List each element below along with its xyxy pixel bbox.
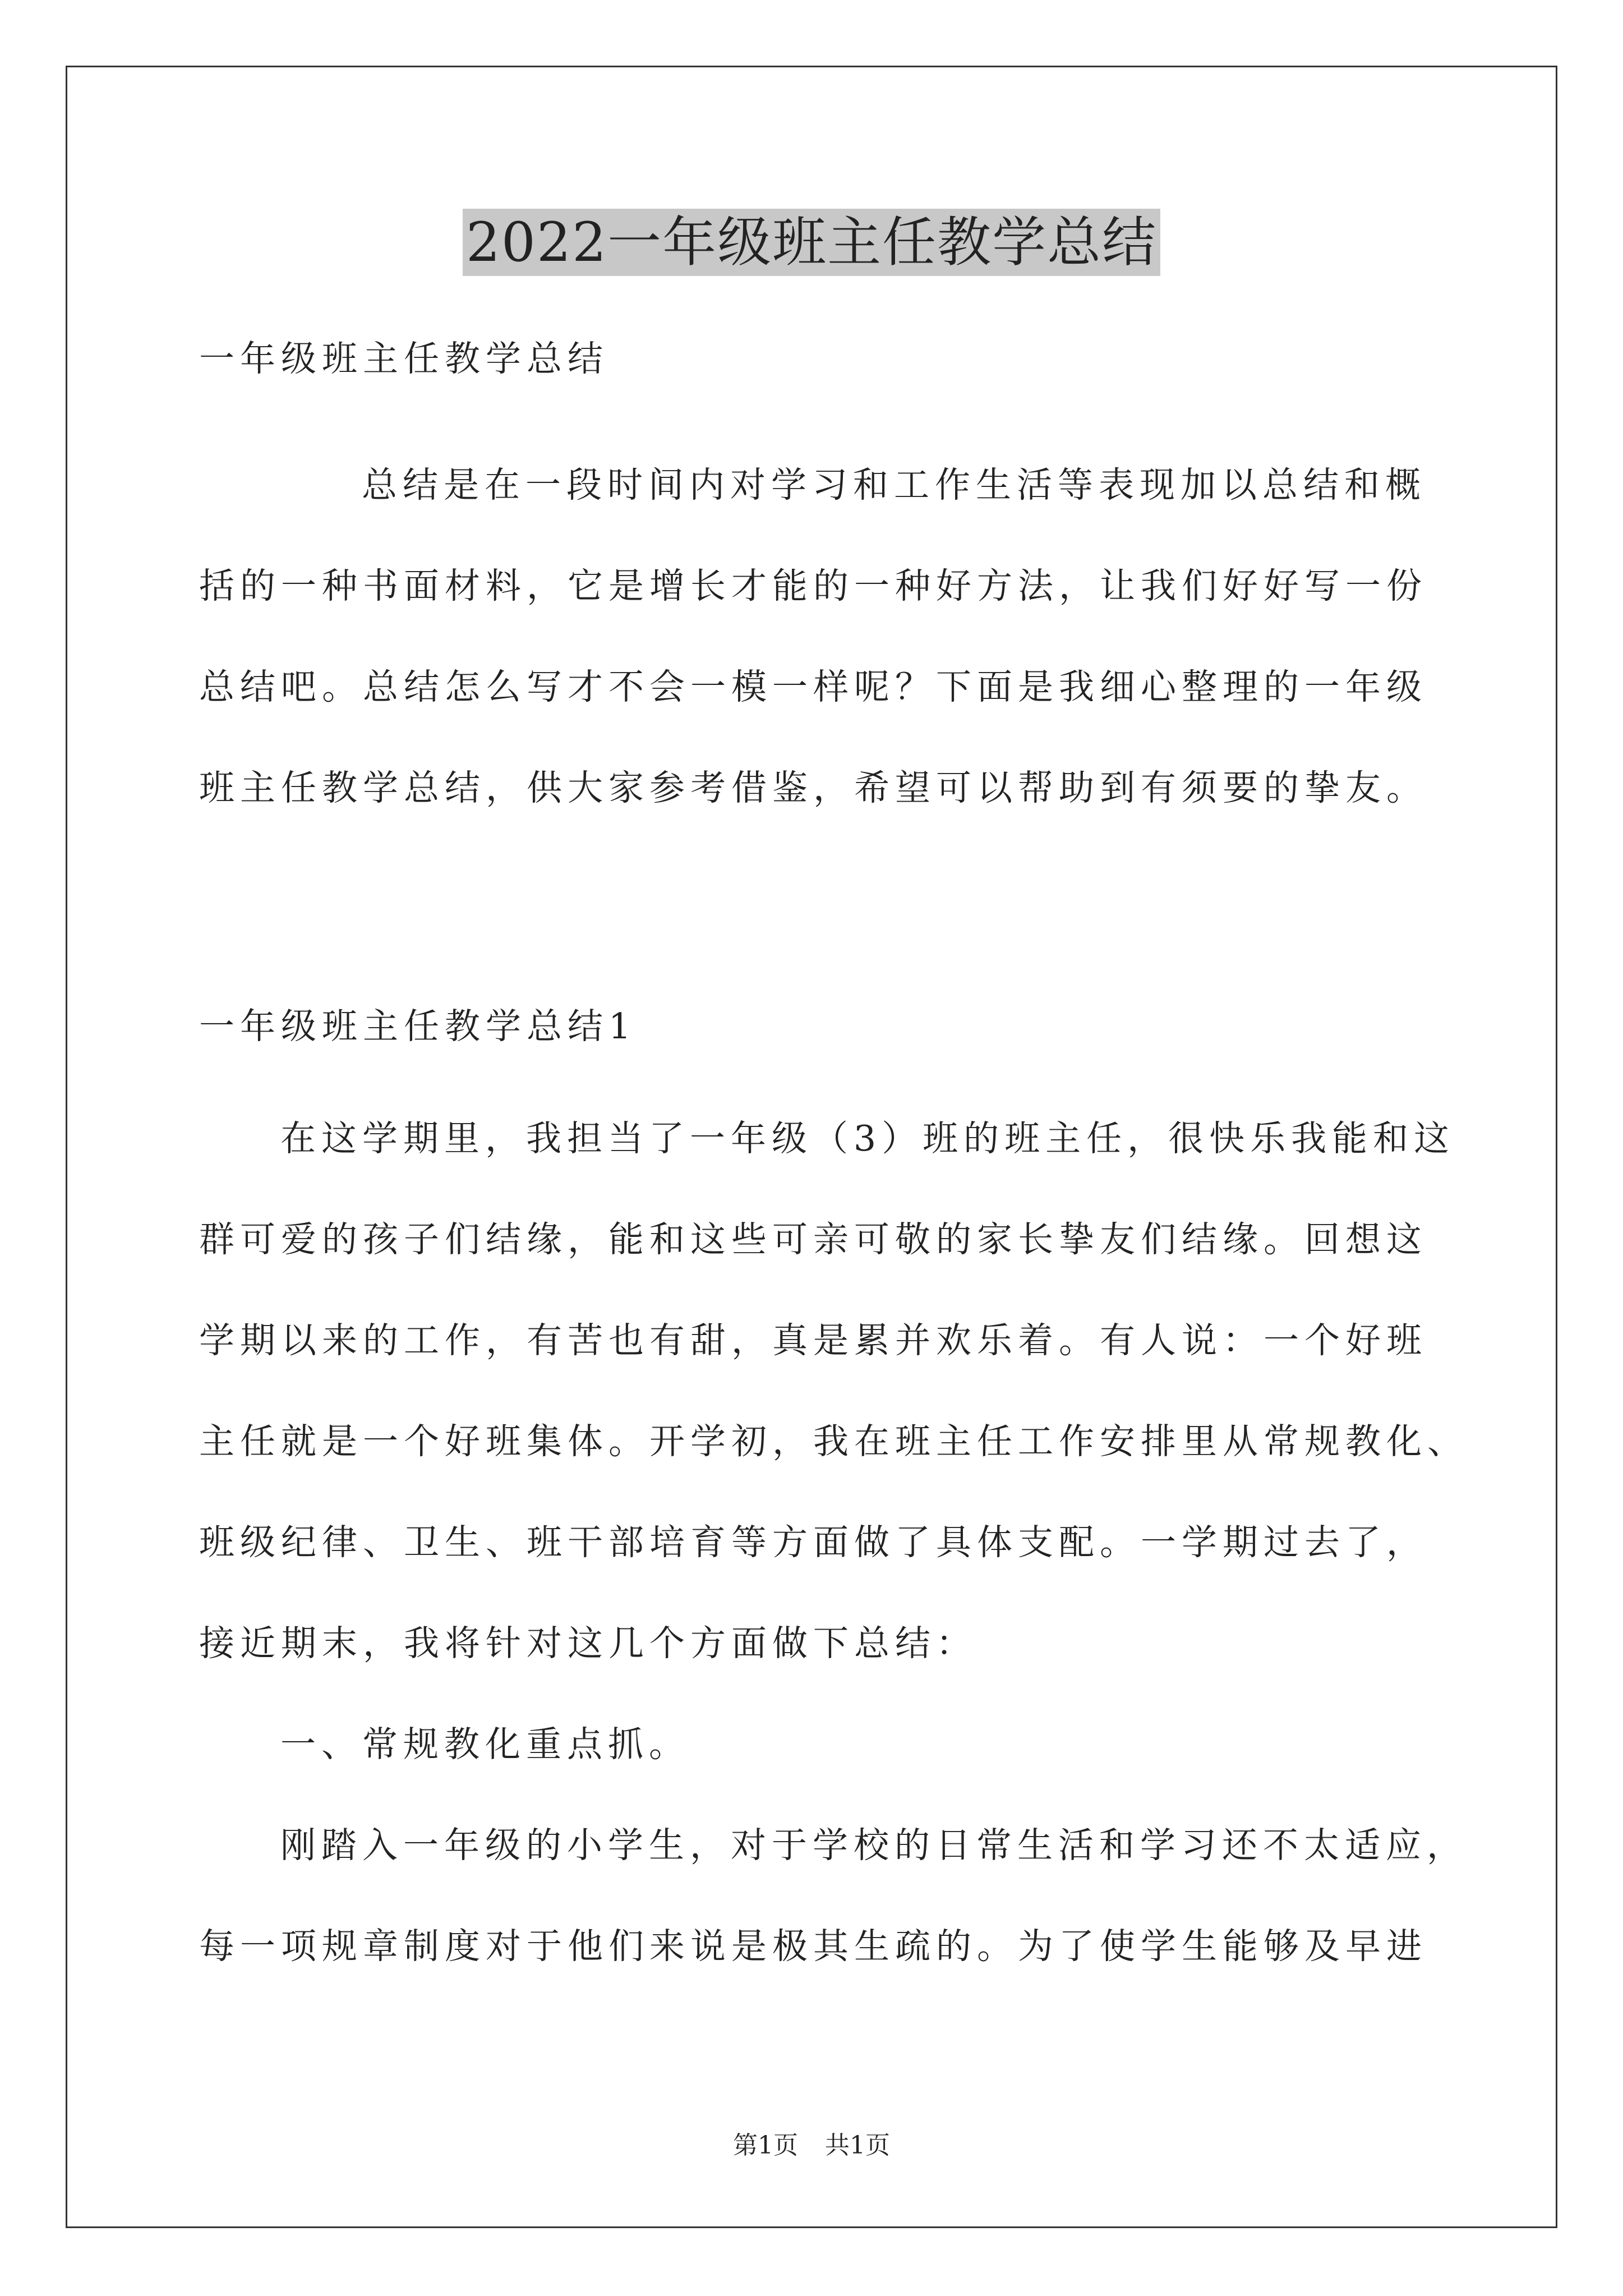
intro-line-4: 班主任教学总结，供大家参考借鉴，希望可以帮助到有须要的挚友。 <box>199 767 1427 808</box>
body-line-2: 群可爱的孩子们结缘，能和这些可亲可敬的家长挚友们结缘。回想这 <box>199 1219 1427 1260</box>
body-line-9: 每一项规章制度对于他们来说是极其生疏的。为了使学生能够及早进 <box>199 1926 1427 1967</box>
body-line-8: 刚踏入一年级的小学生，对于学校的日常生活和学习还不太适应， <box>280 1825 1468 1866</box>
page-number-current: 第1页 <box>733 2131 798 2160</box>
body-line-3: 学期以来的工作，有苦也有甜，真是累并欢乐着。有人说：一个好班 <box>199 1320 1427 1361</box>
intro-line-3: 总结吧。总结怎么写才不会一模一样呢？下面是我细心整理的一年级 <box>199 666 1427 707</box>
body-line-1: 在这学期里，我担当了一年级（3）班的班主任，很快乐我能和这 <box>280 1118 1455 1159</box>
intro-line-1: 总结是在一段时间内对学习和工作生活等表现加以总结和概 <box>362 464 1426 505</box>
body-line-4: 主任就是一个好班集体。开学初，我在班主任工作安排里从常规教化、 <box>199 1421 1468 1462</box>
page-number-total: 共1页 <box>825 2131 890 2160</box>
section-heading: 一年级班主任教学总结1 <box>199 1006 637 1047</box>
document-subtitle: 一年级班主任教学总结 <box>199 338 608 379</box>
document-title <box>0 203 1623 282</box>
page-footer <box>0 2129 1623 2162</box>
document-title-text: 2022一年级班主任教学总结 <box>463 209 1160 276</box>
body-line-7: 一、常规教化重点抓。 <box>280 1724 690 1765</box>
body-line-5: 班级纪律、卫生、班干部培育等方面做了具体支配。一学期过去了， <box>199 1522 1427 1563</box>
body-line-6: 接近期末，我将针对这几个方面做下总结： <box>199 1623 977 1664</box>
intro-line-2: 括的一种书面材料，它是增长才能的一种好方法，让我们好好写一份 <box>199 565 1427 606</box>
